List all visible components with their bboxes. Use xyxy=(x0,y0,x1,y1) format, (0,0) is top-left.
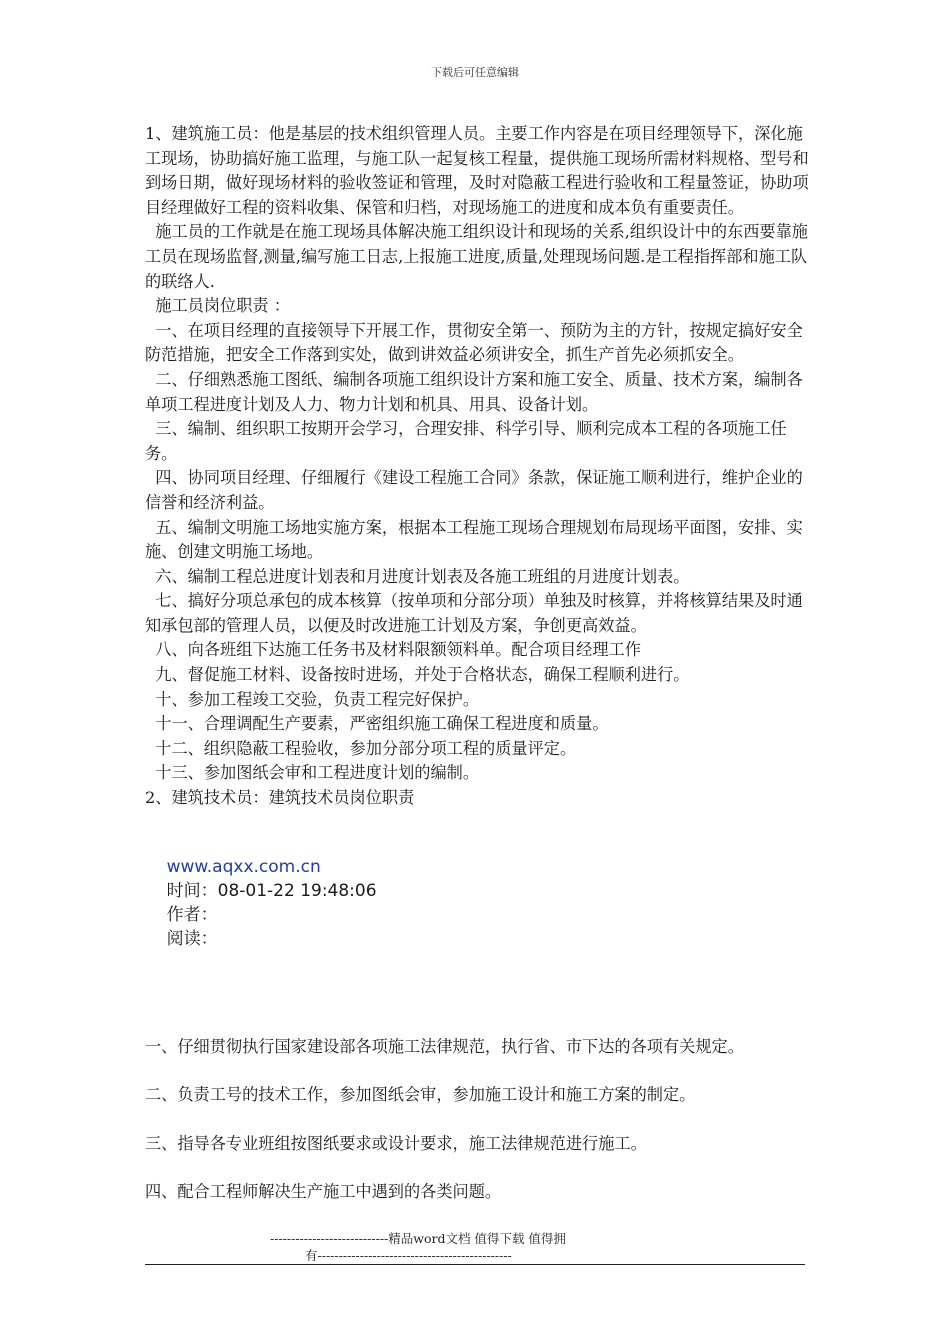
site-link[interactable]: www.aqxx.com.cn xyxy=(166,856,321,877)
section1-duty-item: 十二、组织隐蔽工程验收，参加分部分项工程的质量评定。 xyxy=(145,738,577,758)
page-header-note: 下载后可任意编辑 xyxy=(431,66,519,79)
meta-time: 时间：08-01-22 19:48:06 xyxy=(166,880,377,901)
section2-duty-item: 一、仔细贯彻执行国家建设部各项施工法律规范，执行省、市下达的各项有关规定。 xyxy=(145,1036,744,1056)
section2-duty-item: 二、负责工号的技术工作，参加图纸会审，参加施工设计和施工方案的制定。 xyxy=(145,1085,696,1105)
meta-author: 作者： xyxy=(166,904,218,925)
section1-duty-item: 一、在项目经理的直接领导下开展工作，贯彻安全第一、预防为主的方针，按规定搞好安全防范措施，把安全工作落到实处，做到讲效益必须讲安全，抓生产首先必须抓安全。 xyxy=(145,320,803,365)
section1-duty-item: 八、向各班组下达施工任务书及材料限额领料单。配合项目经理工作 xyxy=(145,640,641,660)
section1-duty-item: 三、编制、组织职工按期开会学习，合理安排、科学引导、顺利完成本工程的各项施工任务。 xyxy=(145,419,787,463)
footer-line-2: 有---------------------------------------------- xyxy=(305,1248,512,1263)
meta-read: 阅读： xyxy=(166,928,218,949)
section1-duty-item: 十、参加工程竣工交验，负责工程完好保护。 xyxy=(145,689,480,709)
section1-duty-item: 七、搞好分项总承包的成本核算（按单项和分部分项）单独及时核算，并将核算结果及时通知承包部的管理人员，以便及时改进施工计划及方案，争创更高效益。 xyxy=(145,591,803,635)
section2-duty-item: 三、指导各专业班组按图纸要求或设计要求，施工法律规范进行施工。 xyxy=(145,1133,647,1153)
section1-duty-item: 九、督促施工材料、设备按时进场，并处于合格状态，确保工程顺利进行。 xyxy=(145,665,690,685)
section1-duty-item: 十一、合理调配生产要素，严密组织施工确保工程进度和质量。 xyxy=(145,714,609,734)
document-body xyxy=(145,122,813,1229)
article-meta-line xyxy=(145,831,813,975)
section1-work-paragraph: 施工员的工作就是在施工现场具体解决施工组织设计和现场的关系,组织设计中的东西要靠施工员在现场监督,测量,编写施工日志,上报施工进度,质量,处理现场问题.是工程指挥部和施工队的联络人. xyxy=(145,222,808,291)
section2-duties-list xyxy=(145,1035,813,1205)
page-footer xyxy=(145,1230,805,1264)
footer-divider xyxy=(145,1264,805,1265)
section1-duty-item: 十三、参加图纸会审和工程进度计划的编制。 xyxy=(145,763,480,783)
section2-duty-item: 四、配合工程师解决生产施工中遇到的各类问题。 xyxy=(145,1182,502,1202)
section1-duty-item: 六、编制工程总进度计划表和月进度计划表及各施工班组的月进度计划表。 xyxy=(145,566,690,586)
section1-duty-item: 二、仔细熟悉施工图纸、编制各项施工组织设计方案和施工安全、质量、技术方案，编制各单项工程进度计划及人力、物力计划和机具、用具、设备计划。 xyxy=(145,369,803,414)
section1-intro-paragraph: 1、建筑施工员：他是基层的技术组织管理人员。主要工作内容是在项目经理领导下，深化施工现场，协助搞好施工监理，与施工队一起复核工程量，提供施工现场所需材料规格、型号和到场日期，做好现场材料的验收签证和管理，及时对隐蔽工程进行验收和工程量签证，协助项目经理做好工程的资料收集、保管和归档，对现场施工的进度和成本负有重要责任。 xyxy=(145,124,809,217)
section1-duty-item: 五、编制文明施工场地实施方案，根据本工程施工现场合理规划布局现场平面图，安排、实施、创建文明施工场地。 xyxy=(145,517,803,562)
footer-line-1: ----------------------------精品word文档 值得下载 值得拥 xyxy=(270,1231,566,1246)
section2-title: 2、建筑技术员：建筑技术员岗位职责 xyxy=(145,788,415,808)
section1-duty-item: 四、协同项目经理、仔细履行《建设工程施工合同》条款，保证施工顺利进行，维护企业的信誉和经济利益。 xyxy=(145,468,803,512)
section1-duties-heading: 施工员岗位职责 ： xyxy=(145,296,290,316)
